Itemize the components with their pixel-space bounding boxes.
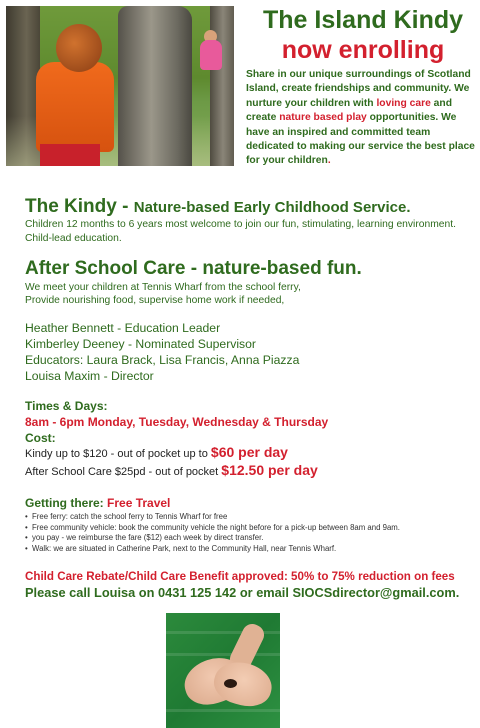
child-head [56, 24, 102, 72]
cost-after-school-price: $12.50 per day [221, 462, 318, 478]
getting-there-list [25, 512, 477, 554]
after-school-description [25, 281, 465, 307]
rebate-notice: Child Care Rebate/Child Care Benefit approved: 50% to 75% reduction on fees [25, 570, 455, 583]
kindy-heading-main: The Kindy - [25, 196, 134, 217]
child-red-shorts [40, 144, 100, 166]
cost-kindy [25, 444, 288, 460]
intro-text-2: and create [246, 97, 452, 124]
kindy-heading [25, 196, 475, 218]
getting-there-heading [25, 496, 170, 510]
staff-item: Educators: Laura Brack, Lisa Francis, Anna Piazza [25, 353, 300, 367]
second-child-pink [200, 40, 222, 70]
intro-nature-play: nature based play [279, 112, 367, 124]
after-school-heading: After School Care - nature-based fun. [25, 258, 362, 279]
kindy-heading-sub: Nature-based Early Childhood Service. [133, 199, 411, 216]
intro-text-1: Share in our unique surroundings of Scotland Island, create friendships and community. We nurture your children with [246, 69, 471, 109]
after-school-line-2: Provide nourishing food, supervise home work if needed, [25, 295, 285, 306]
intro-loving-care: loving care [376, 97, 431, 109]
intro-text-3: opportunities. We have an inspired and committed team dedicated to making our service the best place for your children [246, 112, 475, 167]
child-orange-shirt [36, 62, 114, 152]
hands-holding-beetle-photo [166, 613, 280, 728]
staff-list [25, 320, 465, 384]
intro-paragraph [246, 68, 478, 169]
bench-stripe [166, 653, 280, 656]
times-value: 8am - 6pm Monday, Tuesday, Wednesday & Thursday [25, 415, 329, 429]
cost-kindy-text: Kindy up to $120 - out of pocket up to [25, 448, 211, 460]
page-subtitle: now enrolling [281, 36, 445, 64]
cost-label: Cost: [25, 431, 56, 445]
page-title: The Island Kindy [262, 6, 464, 34]
children-playing-photo [6, 6, 234, 166]
free-travel-label: Free Travel [107, 496, 171, 510]
cost-after-school [25, 462, 318, 478]
getting-there-item: • Free community vehicle: book the community vehicle the night before for a pick-up between 8am and 9am. [25, 523, 477, 534]
cost-after-school-text: After School Care $25pd - out of pocket [25, 466, 222, 478]
getting-there-label: Getting there: [25, 496, 108, 510]
staff-item: Kimberley Deeney - Nominated Supervisor [25, 337, 256, 351]
cost-kindy-price: $60 per day [210, 444, 288, 460]
intro-period: . [327, 155, 331, 167]
getting-there-item: • Free ferry: catch the school ferry to Tennis Wharf for free [25, 512, 477, 523]
beetle [224, 679, 237, 688]
times-label: Times & Days: [25, 399, 108, 413]
after-school-line-1: We meet your children at Tennis Wharf from the school ferry, [25, 282, 301, 293]
staff-item: Heather Bennett - Education Leader [25, 321, 221, 335]
bench-stripe [166, 709, 280, 712]
tree-trunk-center [118, 6, 192, 166]
getting-there-item: • Walk: we are situated in Catherine Park, next to the Community Hall, near Tennis Wharf. [25, 544, 477, 555]
getting-there-item: • you pay - we reimburse the fare ($12) each week by direct transfer. [25, 533, 477, 544]
contact-line: Please call Louisa on 0431 125 142 or email SIOCSdirector@gmail.com. [25, 585, 460, 600]
kindy-description: Children 12 months to 6 years most welcome to join our fun, stimulating, learning environment. Child-lead education. [25, 219, 456, 244]
staff-item: Louisa Maxim - Director [25, 369, 154, 383]
